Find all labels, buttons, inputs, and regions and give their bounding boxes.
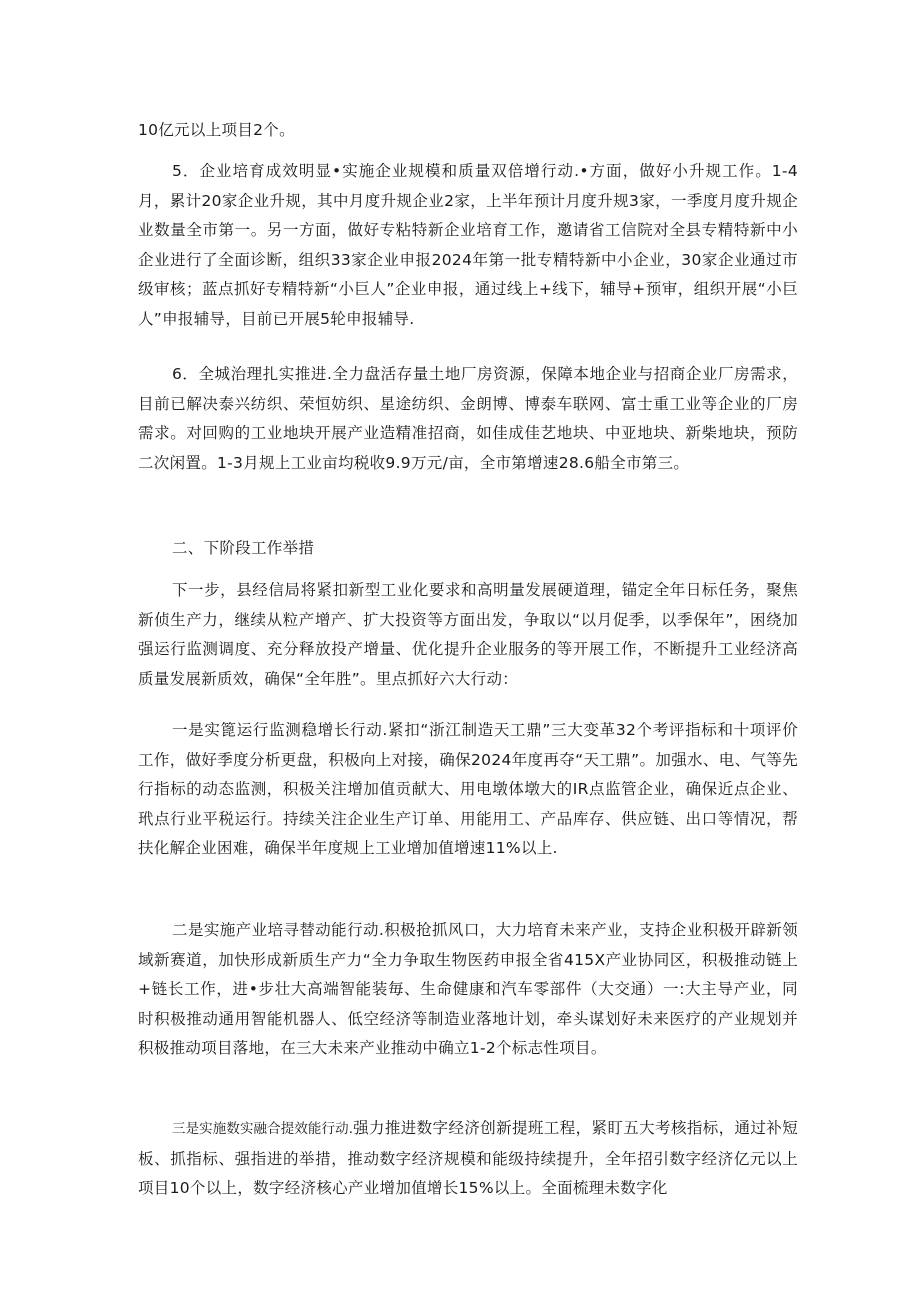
- section-heading: 二、下阶段工作举措: [172, 539, 315, 557]
- paragraph-action-one: 一是实篦运行监测稳增长行动.紧扣“浙江制造天工鼎”三大变革32个考评指标和十项评价工作，做好季度分析更盘，积极向上对接，确保2024年度再夺“天工鼎”。加强水、电、气等先行指标的动态监测，积极关注增加值贡献大、用电墩体墩大的IR点监管企业，确保近点企业、玳点行业平税运行。持续关注企业生产订单、用能用工、产品库存、供应链、出口等情况，帮扶化解企业困难，确保半年度规上工业增加值增速11%以上.: [138, 721, 798, 857]
- paragraph-item-6: 6．全城治理扎实推进.全力盘活存量土地厂房资源，保障本地企业与招商企业厂房需求，目前已解决泰兴纺织、荣恒妨织、星途纺织、金朗博、博泰车联网、富士重工业等企业的厂房需求。对回购的工业地块开展产业造精准招商，如佳成佳艺地块、中亚地块、新柴地块，预防二次闲置。1-3月规上工业亩均税收9.9万元/亩，全市第增速28.6船全市第三。: [138, 365, 798, 472]
- action-three-body: 强力推进数字经济创新提班工程，紧盯五大考核指标，通过补短板、抓指标、强指进的举措，推动数字经济规模和能级持续提升，全年招引数字经济亿元以上项目10个以上，数字经济核心产业增加值增长15%以上。全面梳理未数字化: [138, 1119, 798, 1197]
- paragraph-item-5: 5．企业培育成效明显•实施企业规模和质量双倍增行动.•方面，做好小升规工作。1-4月，累计20家企业升规，其中月度升规企业2家，上半年预计月度升规3家，一季度月度升规企业数量全市第一。另一方面，做好专粘特新企业培育工作，邀请省工信院对全县专精特新中小企业进行了全面诊断，组织33家企业申报2024年第一批专精特新中小企业，30家企业通过市级审核；蓝点抓好专精特新“小巨人”企业申报，通过线上+线下，辅导+预审，组织开展“小巨人”申报辅导，目前已开展5轮申报辅导.: [138, 162, 798, 328]
- paragraph-next-steps: 下一步，县经信局将紧扣新型工业化要求和高明量发展硬道理，锚定全年日标任务，聚焦新侦生产力，继续从粒产增产、扩大投资等方面出发，争取以“以月促季，以季保年”，困绕加强运行监测调度、充分释放投产增量、优化提升企业服务的等开展工作，不断提升工业经济高质量发展新质效，确保“全年胜”。里点抓好六大行动：: [138, 581, 798, 688]
- paragraph-continuation: 10亿元以上项目2个。: [138, 121, 295, 139]
- action-three-lead: 三是实施数实融合提效能行动.: [172, 1121, 353, 1137]
- paragraph-action-two: 二是实施产业培寻替动能行动.积极抢抓风口，大力培育未来产业，支持企业积极开辟新领域新赛道，加快形成新质生产力“全力争取生物医药申报全省415X产业协同区，积极推动链上+链长工作，进•步壮大高端智能装毎、生命健康和汽车零部件（大交通）一:大主导产业，同时积极推动通用智能机器人、低空经济等制造业落地计划，牵头谋划好未来医疗的产业规划并积极推动项目落地，在三大未来产业推动中确立1-2个标志性项目。: [138, 921, 798, 1057]
- paragraph-action-three: [138, 1114, 798, 1204]
